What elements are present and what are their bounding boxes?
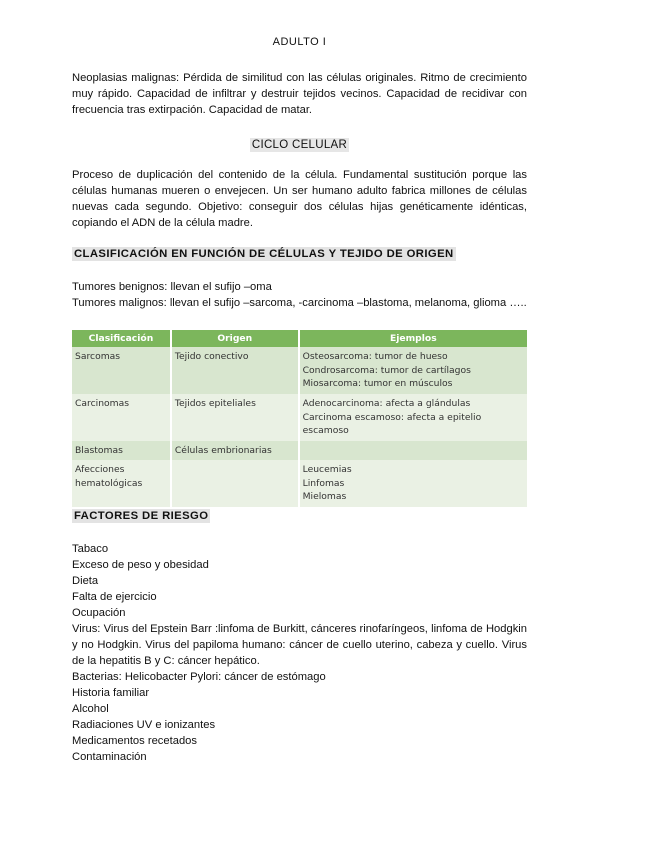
- cell-text: Afecciones: [75, 464, 125, 475]
- factores-list: [72, 541, 527, 765]
- neoplasias-paragraph: Neoplasias malignas: Pérdida de similitud con las células originales. Ritmo de crecimiento muy rápido. Capacidad de infiltrar y destruir tejidos vecinos. Capacidad de recidivar con frecuencia tras extirpación. Capacidad de matar.: [72, 72, 527, 116]
- cell-text: Blastomas: [75, 444, 123, 456]
- table-cell: [171, 460, 299, 507]
- table-row: [72, 460, 528, 507]
- table-cell: [299, 441, 528, 461]
- table-row: [72, 347, 528, 394]
- table-cell: [299, 347, 528, 394]
- table-header-row: [72, 330, 528, 347]
- list-item: Historia familiar: [72, 687, 150, 699]
- list-item: Exceso de peso y obesidad: [72, 559, 209, 571]
- column-header: Origen: [171, 330, 299, 347]
- table-cell: [72, 460, 171, 507]
- list-item: Bacterias: Helicobacter Pylori: cáncer de estómago: [72, 671, 326, 683]
- cell-text: Tejido conectivo: [174, 351, 249, 362]
- table-cell: [171, 394, 299, 441]
- table-cell: [72, 394, 171, 441]
- table-cell: [72, 347, 171, 394]
- cell-text: Condrosarcoma: tumor de cartílagos: [302, 364, 471, 376]
- table-row: [72, 441, 528, 461]
- cell-text: Leucemias: [302, 464, 352, 475]
- tumores-malignos: Tumores malignos: llevan el sufijo –sarcoma, -carcinoma –blastoma, melanoma, glioma …..: [72, 297, 527, 309]
- cell-text: Carcinoma escamoso: afecta a epitelio escamoso: [302, 411, 482, 436]
- column-header: Ejemplos: [299, 330, 528, 347]
- tumores-block: [72, 279, 527, 311]
- cell-text: Tejidos epiteliales: [174, 398, 256, 409]
- table-cell: [171, 347, 299, 394]
- table-row: [72, 394, 528, 441]
- cell-text: Carcinomas: [75, 398, 130, 409]
- ciclo-heading: CICLO CELULAR: [251, 139, 348, 151]
- factores-heading: FACTORES DE RIESGO: [74, 510, 209, 522]
- table-cell: [72, 441, 171, 461]
- list-item: Dieta: [72, 575, 99, 587]
- cell-text: Miosarcoma: tumor en músculos: [302, 378, 453, 389]
- list-item: Radiaciones UV e ionizantes: [72, 719, 216, 731]
- table-cell: [299, 394, 528, 441]
- list-item: Tabaco: [72, 543, 109, 555]
- list-item: Medicamentos recetados: [72, 735, 197, 747]
- cell-text: Adenocarcinoma: afecta a glándulas: [302, 398, 471, 409]
- clasificacion-table: [72, 330, 529, 507]
- list-item: Alcohol: [72, 703, 109, 715]
- cell-text: Osteosarcoma: tumor de hueso: [302, 351, 448, 362]
- cell-text: Células embrionarias: [174, 444, 272, 456]
- list-item: Contaminación: [72, 751, 147, 763]
- list-item: Ocupación: [72, 607, 126, 619]
- ciclo-paragraph: Proceso de duplicación del contenido de la célula. Fundamental sustitución porque las células humanas mueren o envejecen. Un ser humano adulto fabrica millones de células nuevas cada segundo. Objetivo: conseguir dos células hijas genéticamente idénticas, copiando el ADN de la célula madre.: [72, 169, 527, 229]
- column-header: Clasificación: [72, 330, 171, 347]
- cell-text: hematológicas: [75, 477, 143, 489]
- table-cell: [299, 460, 528, 507]
- clasificacion-heading: CLASIFICACIÓN EN FUNCIÓN DE CÉLULAS Y TEJIDO DE ORIGEN: [74, 248, 454, 260]
- tumores-benignos: Tumores benignos: llevan el sufijo –oma: [72, 281, 272, 293]
- cell-text: Mielomas: [302, 491, 347, 502]
- list-item: Virus: Virus del Epstein Barr :linfoma de Burkitt, cánceres rinofaríngeos, linfoma de Hodgkin y no Hodgkin. Virus del papiloma humano: cáncer de cuello uterino, cabeza y cuello. Virus de la hepatitis B y C: cáncer hepático.: [72, 623, 527, 667]
- ciclo-heading-wrap: [72, 135, 527, 153]
- list-item: Falta de ejercicio: [72, 591, 157, 603]
- table-cell: [171, 441, 299, 461]
- page-header: ADULTO I: [272, 36, 327, 48]
- cell-text: Sarcomas: [75, 351, 121, 362]
- cell-text: Linfomas: [302, 477, 345, 489]
